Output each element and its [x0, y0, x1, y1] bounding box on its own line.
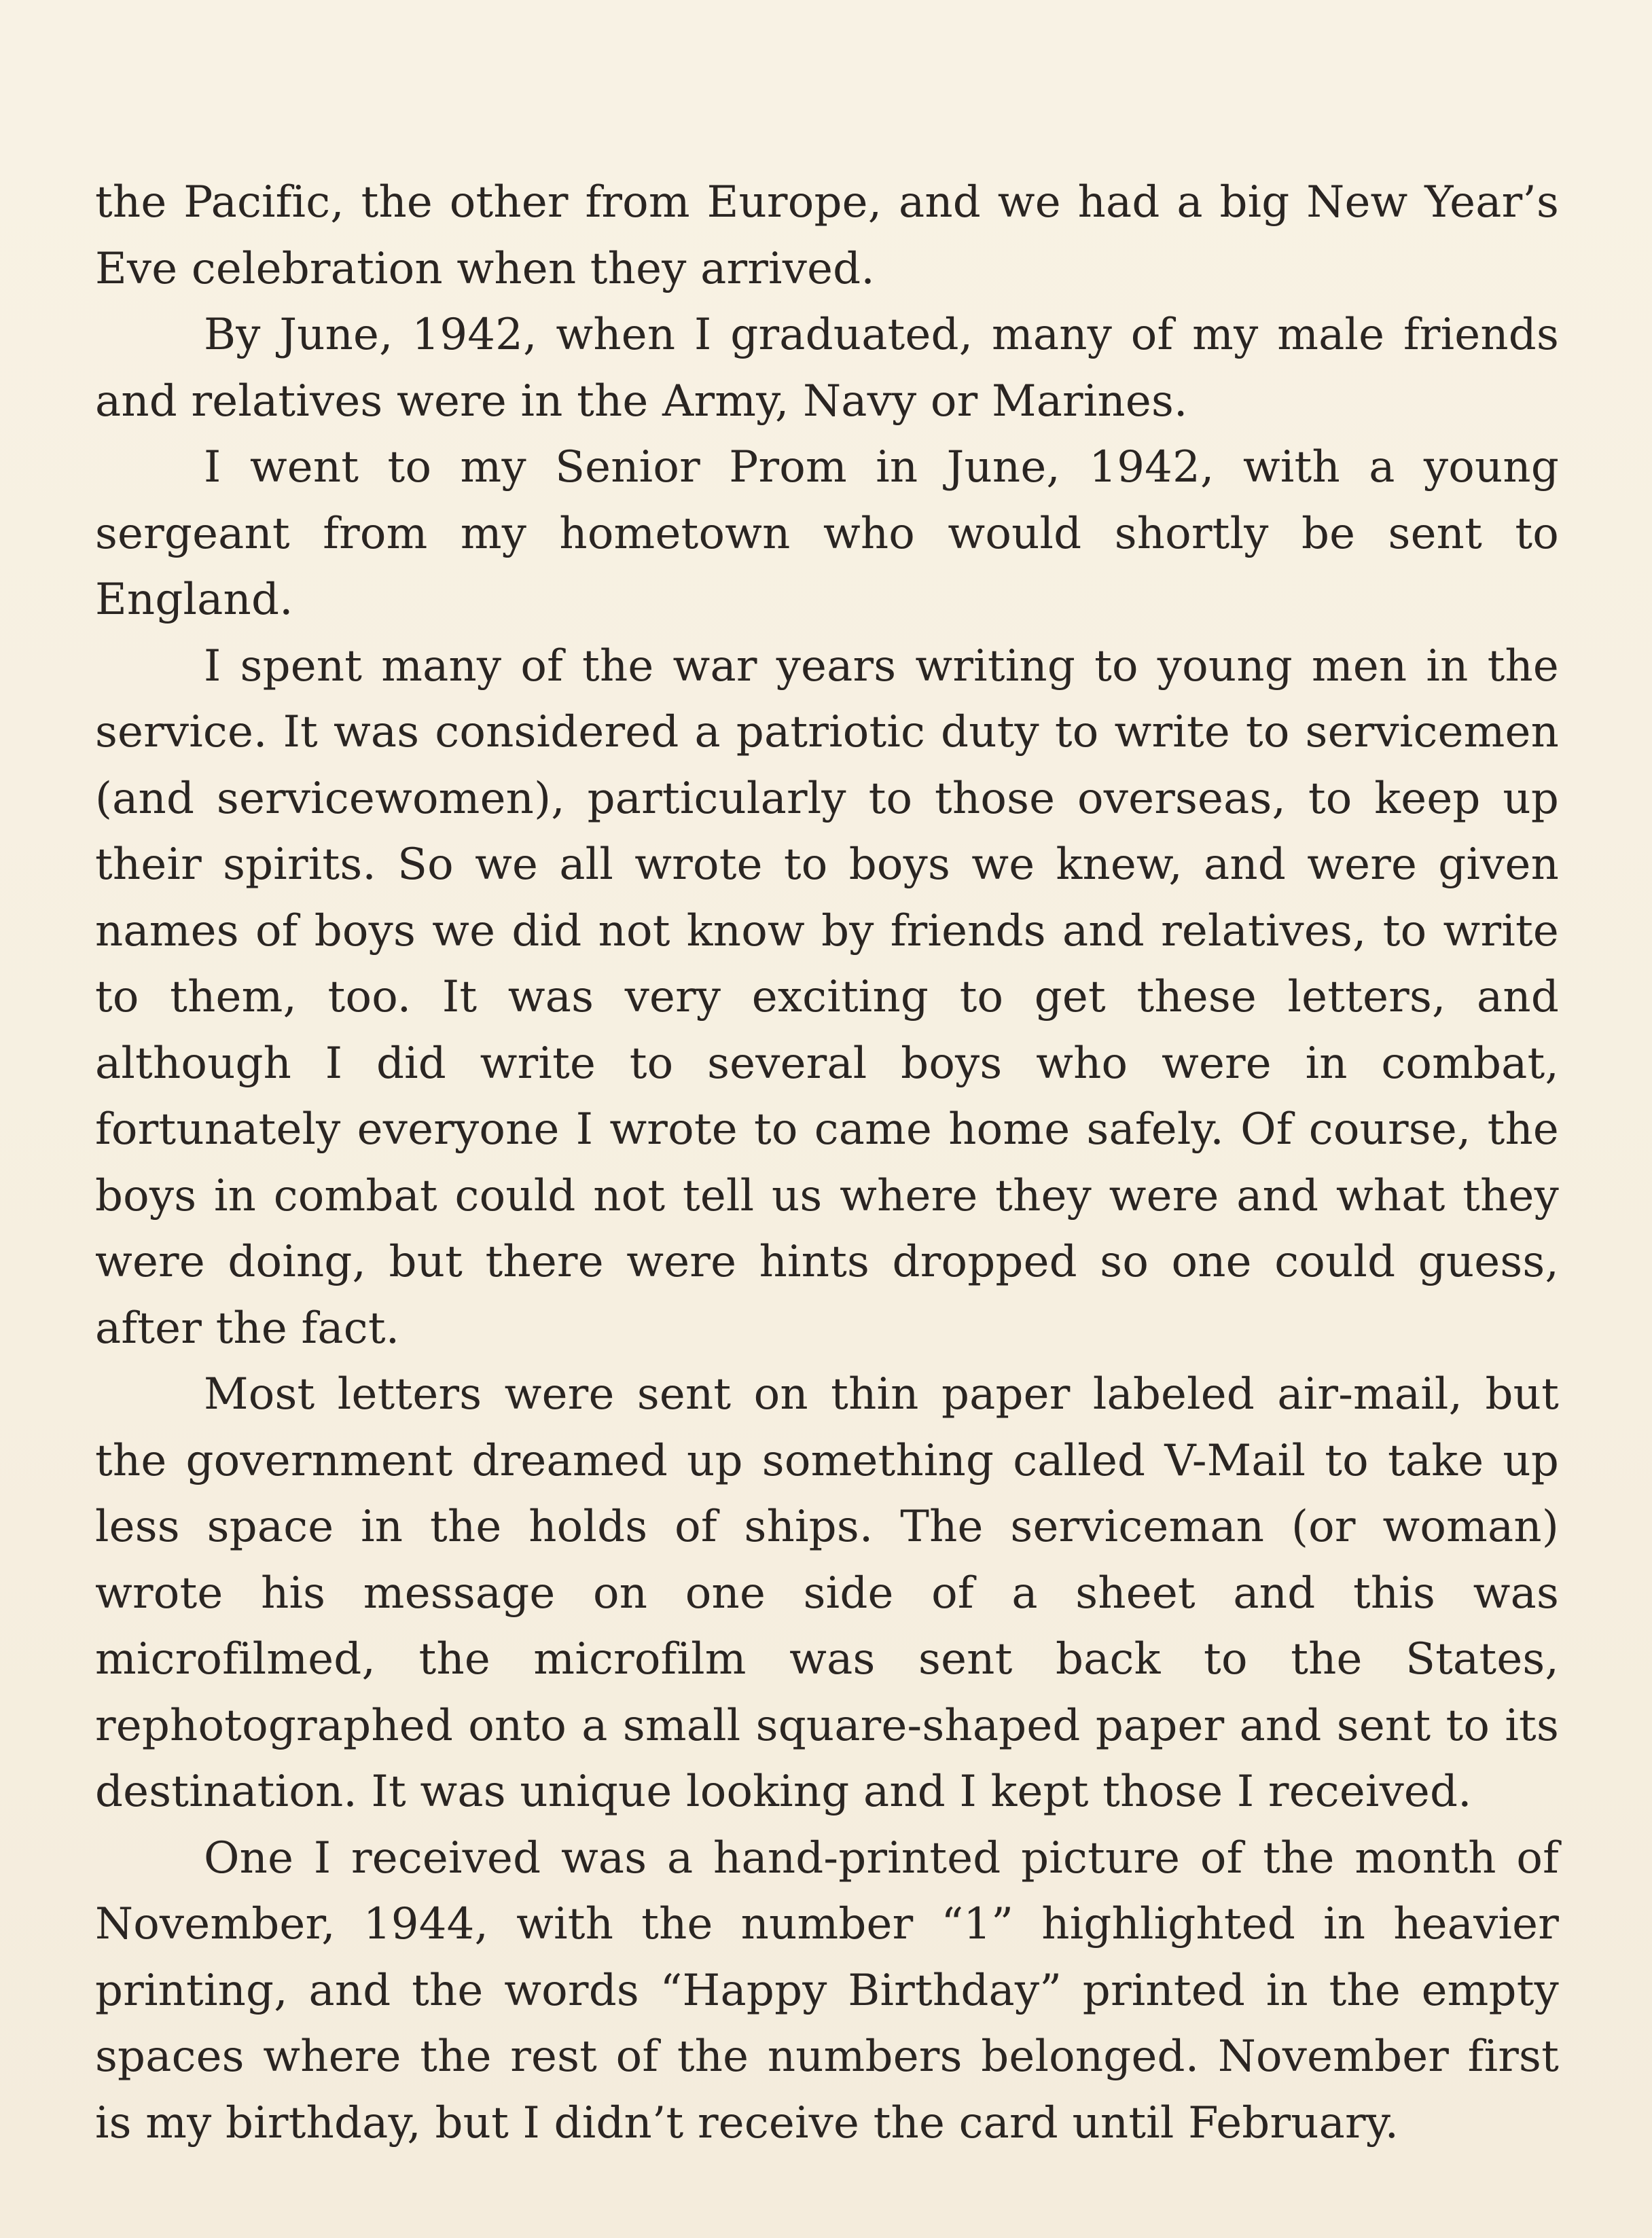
paragraph-v-mail: Most letters were sent on thin paper labeled air-mail, but the government dreamed up something called V-Mail to take up less space in the holds of ships. The serviceman (or woman) wrote his message on one side of a sheet and this was microfilmed, the microfilm was sent back to the States, rephotographed onto a small square-shaped paper and sent to its destination. It was unique looking and I kept those I received.	[95, 1369, 1559, 1817]
paragraph-continuation: the Pacific, the other from Europe, and we had a big New Year’s Eve celebration when they arrived.	[95, 177, 1559, 294]
paragraph-birthday-card: One I received was a hand-printed picture of the month of November, 1944, with the number “1” highlighted in heavier printing, and the words “Happy Birthday” printed in the empty spaces where the rest of the numbers belonged. November first is my birthday, but I didn’t receive the card until February.	[95, 1833, 1559, 2148]
paragraph-graduation: By June, 1942, when I graduated, many of my male friends and relatives were in the Army, Navy or Marines.	[95, 310, 1559, 427]
paragraph-writing-servicemen: I spent many of the war years writing to young men in the service. It was considered a patriotic duty to write to servicemen (and servicewomen), particularly to those overseas, to keep up their spirits. So we all wrote to boys we knew, and were given names of boys we did not know by friends and relatives, to write to them, too. It was very exciting to get these letters, and although I did write to several boys who were in combat, fortunately everyone I wrote to came home safely. Of course, the boys in combat could not tell us where they were and what they were doing, but there were hints dropped so one could guess, after the fact.	[95, 640, 1559, 1354]
paragraph-senior-prom: I went to my Senior Prom in June, 1942, with a young sergeant from my hometown who would shortly be sent to England.	[95, 442, 1559, 625]
page-body-text	[95, 170, 1559, 2156]
